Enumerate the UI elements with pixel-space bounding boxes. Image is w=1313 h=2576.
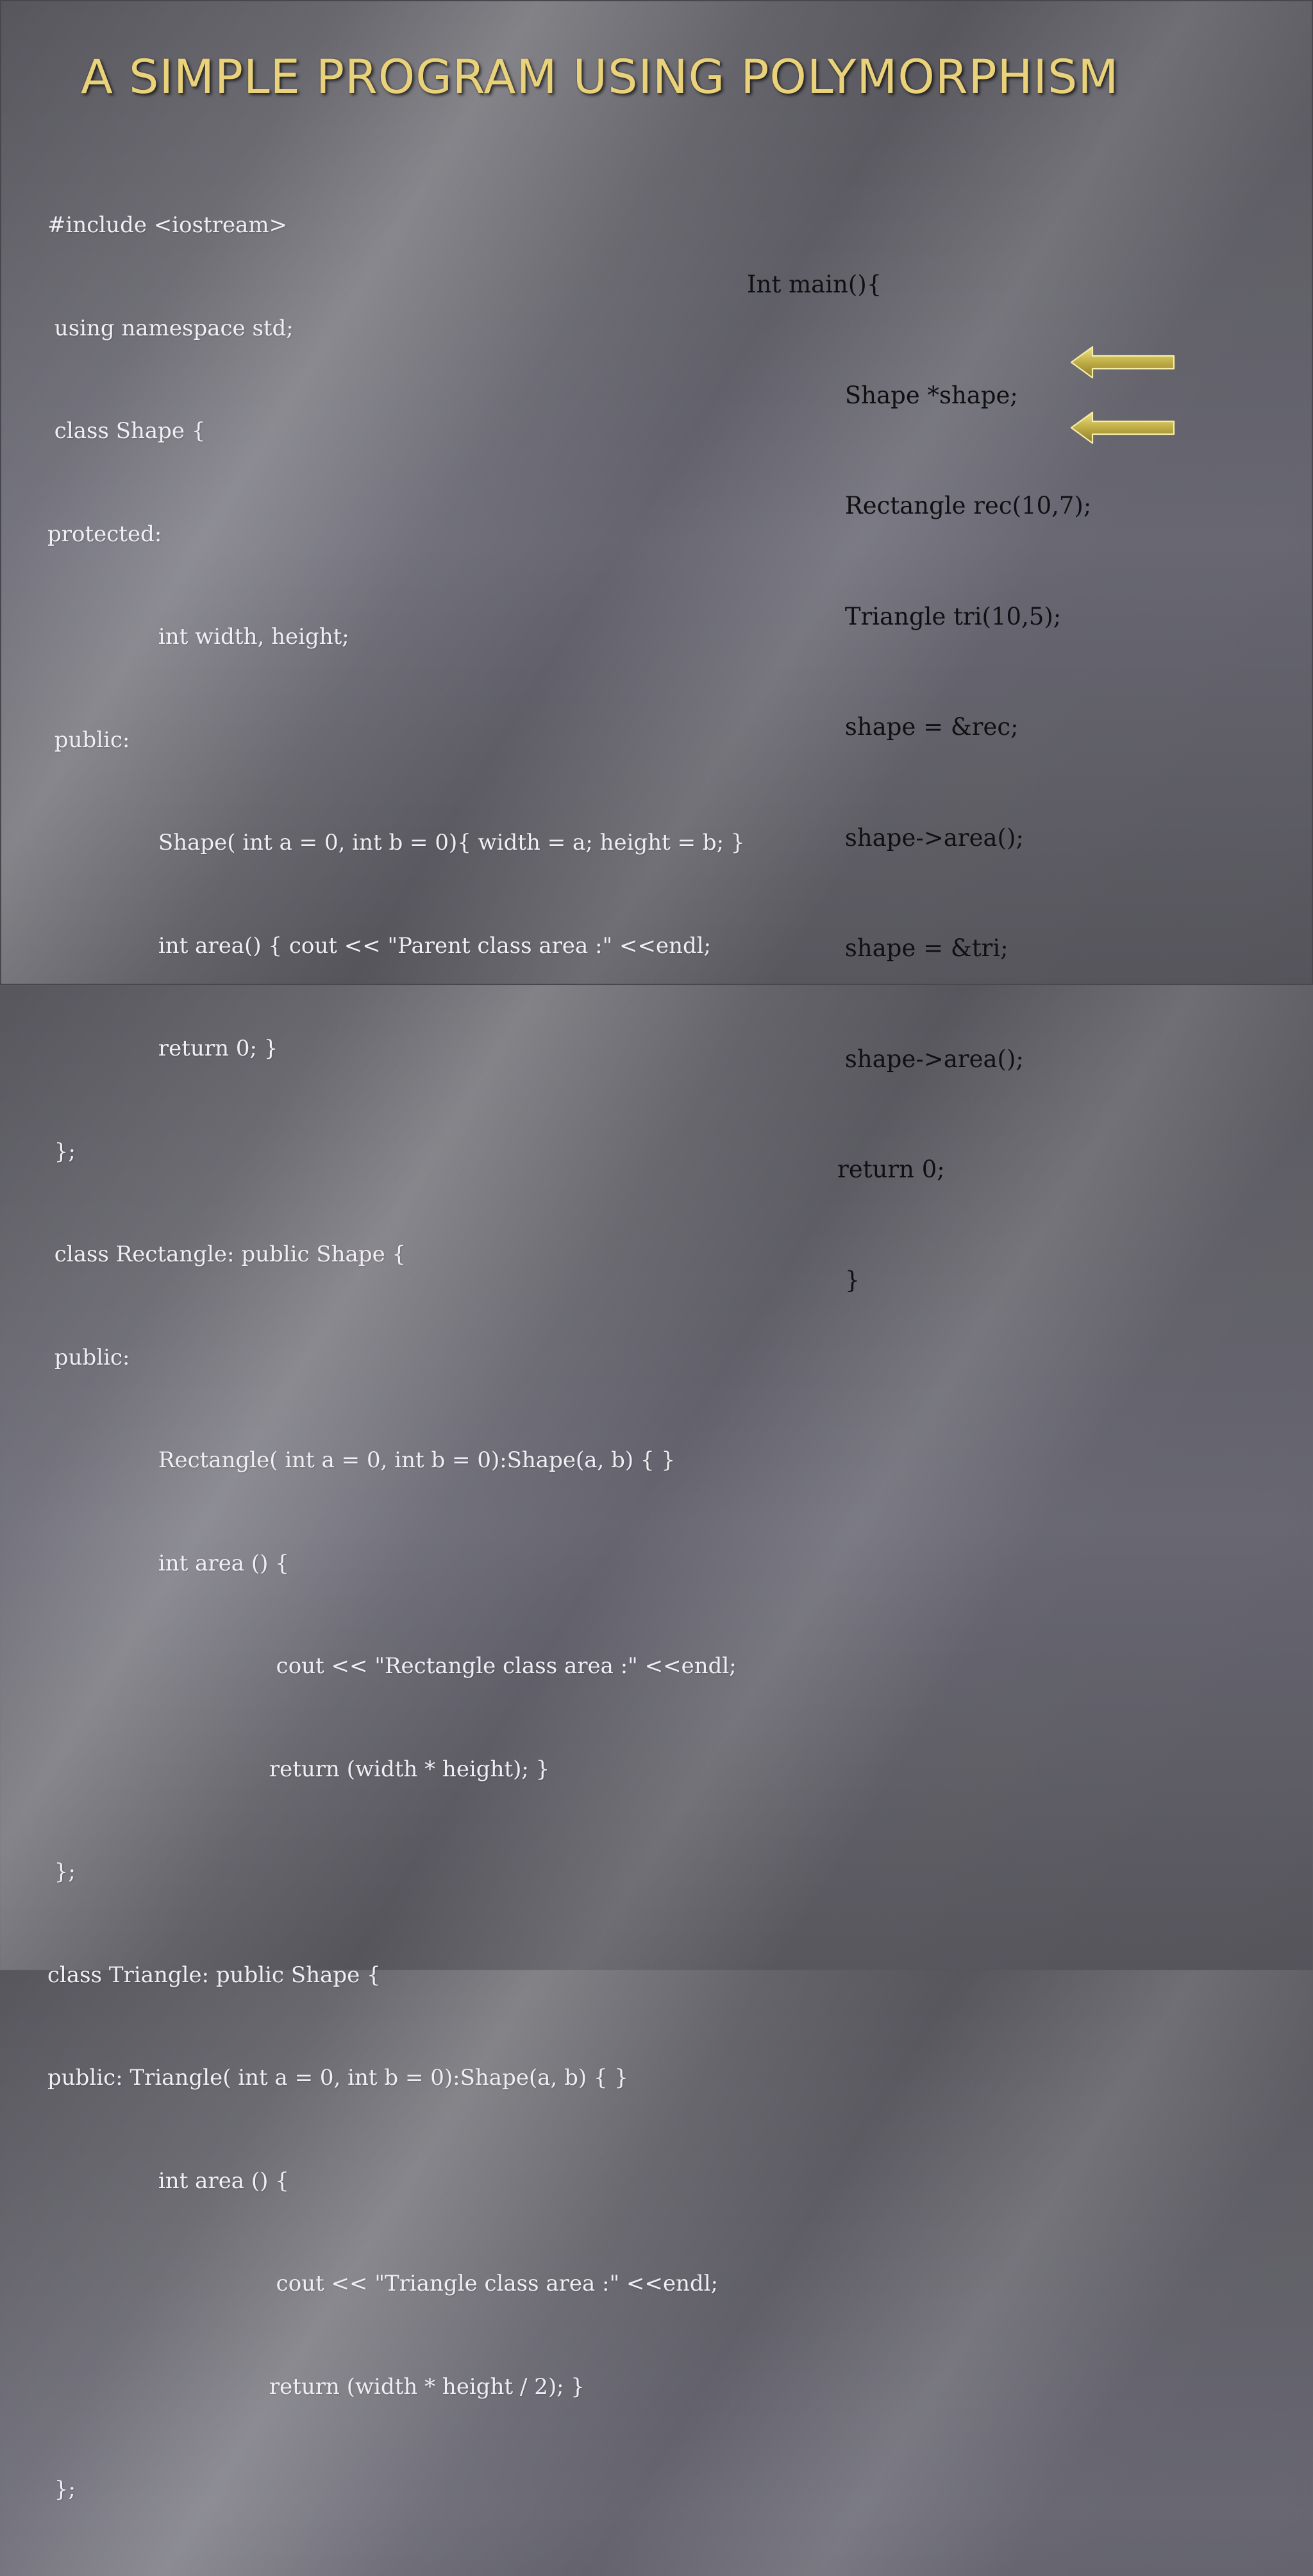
code-line: public: — [47, 727, 130, 753]
left-code-block — [47, 140, 745, 2576]
code-line: public: — [47, 1344, 130, 1370]
code-line: return 0; — [747, 1156, 945, 1183]
code-line: }; — [47, 1859, 76, 1885]
code-line: Triangle tri(10,5); — [747, 602, 1062, 630]
code-line: int area() { cout << "Parent class area :" <<endl; — [47, 932, 712, 959]
code-line: Rectangle( int a = 0, int b = 0):Shape(a, b) { } — [47, 1447, 676, 1473]
code-line: int width, height; — [47, 624, 349, 650]
code-line: cout << "Triangle class area :" <<endl; — [47, 2271, 719, 2296]
code-line: }; — [47, 2477, 76, 2502]
code-line: class Shape { — [47, 418, 206, 444]
code-line: shape->area(); — [747, 1045, 1024, 1073]
code-line: Shape( int a = 0, int b = 0){ width = a; height = b; } — [47, 830, 745, 855]
code-line: Rectangle rec(10,7); — [747, 492, 1092, 519]
code-line: protected: — [47, 521, 162, 547]
slide-title: A SIMPLE PROGRAM USING POLYMORPHISM — [81, 50, 1119, 105]
code-line: using namespace std; — [47, 315, 294, 341]
code-line: return (width * height); } — [47, 1756, 550, 1782]
left-arrow-icon — [1070, 344, 1176, 380]
code-line: } — [747, 1266, 860, 1294]
code-line: shape = &tri; — [747, 934, 1008, 962]
code-line: int area () { — [47, 2168, 289, 2194]
code-line: shape = &rec; — [747, 713, 1019, 741]
code-line: class Triangle: public Shape { — [47, 1962, 381, 1988]
code-line: }; — [47, 1138, 76, 1165]
code-line: public: Triangle( int a = 0, int b = 0):Shape(a, b) { } — [47, 2065, 629, 2091]
code-line: Int main(){ — [747, 271, 882, 298]
code-line: #include <iostream> — [47, 212, 288, 238]
code-line: return (width * height / 2); } — [47, 2373, 585, 2400]
code-line: cout << "Rectangle class area :" <<endl; — [47, 1653, 737, 1679]
code-line: shape->area(); — [747, 823, 1024, 852]
code-line: Shape *shape; — [747, 381, 1018, 409]
code-line: int area () { — [47, 1550, 289, 1576]
left-arrow-icon — [1070, 410, 1176, 446]
code-line: class Rectangle: public Shape { — [47, 1242, 406, 1267]
code-line: return 0; } — [47, 1036, 278, 1061]
